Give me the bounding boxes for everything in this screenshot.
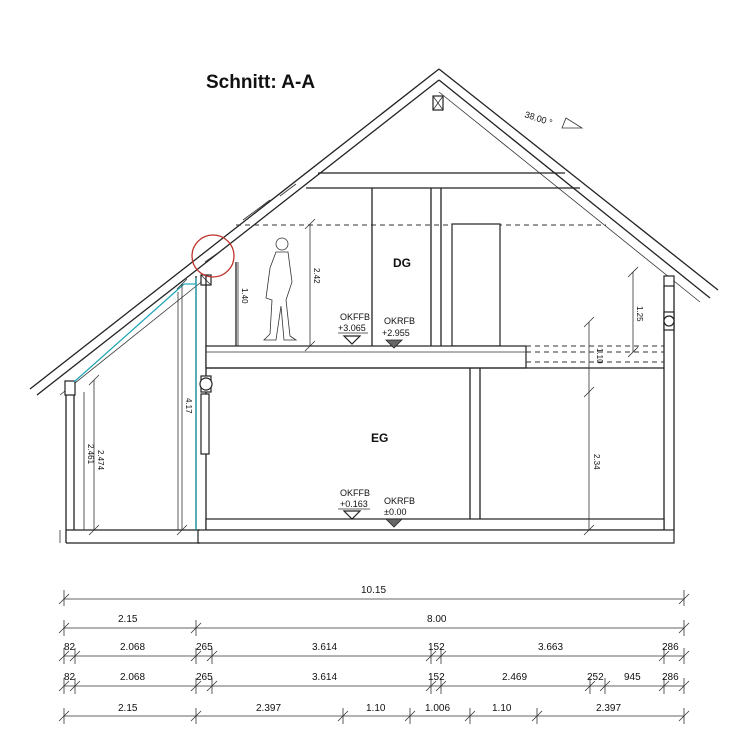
dim-r3-5: 152 xyxy=(428,642,445,653)
dim-r2-2: 8.00 xyxy=(427,614,447,625)
vdim-annex-b: 2.474 xyxy=(96,450,105,471)
roof-angle-annotation xyxy=(523,109,582,128)
dg-okrfb-value: +2.955 xyxy=(382,328,410,338)
vdim-wall: 4.17 xyxy=(184,398,193,414)
foundation xyxy=(198,530,674,543)
person-figure xyxy=(264,238,296,340)
vdim-annex-a: 2.461 xyxy=(86,444,95,465)
eg-okrfb-value: ±0.00 xyxy=(384,507,407,517)
dim-r3-3: 265 xyxy=(196,642,213,653)
dim-r4-7: 252 xyxy=(587,672,604,683)
dim-r4-9: 286 xyxy=(662,672,679,683)
dg-okffb-value: +3.065 xyxy=(338,323,366,333)
dg-level-markers xyxy=(338,312,415,348)
cabinet xyxy=(452,224,500,346)
dg-okffb-label: OKFFB xyxy=(340,312,371,322)
vdim-right-top: 1.25 xyxy=(635,306,644,322)
roof-angle-text: 38.00 ° xyxy=(523,109,554,128)
vdim-knee: 1.40 xyxy=(240,288,249,304)
dim-r5-2: 2.397 xyxy=(256,703,282,714)
dimension-chains xyxy=(59,585,689,724)
floor-slab xyxy=(206,346,526,368)
eg-okffb-value: +0.163 xyxy=(340,499,368,509)
dim-r4-4: 3.614 xyxy=(312,672,338,683)
dim-r3-1: 82 xyxy=(64,642,76,653)
dim-r4-8: 945 xyxy=(624,672,641,683)
annex xyxy=(60,278,200,543)
dim-r3-4: 3.614 xyxy=(312,642,338,653)
eg-okffb-label: OKFFB xyxy=(340,488,371,498)
dim-r4-6: 2.469 xyxy=(502,672,528,683)
dim-r4-5: 152 xyxy=(428,672,445,683)
dim-r2-1: 2.15 xyxy=(118,614,138,625)
dim-r5-3: 1.10 xyxy=(366,703,386,714)
ground-floor xyxy=(198,368,674,543)
dim-r5-5: 1.10 xyxy=(492,703,512,714)
dim-r5-1: 2.15 xyxy=(118,703,138,714)
dg-okrfb-label: OKRFB xyxy=(384,316,416,326)
dim-r4-2: 2.068 xyxy=(120,672,146,683)
ground-slab xyxy=(206,519,664,530)
dim-r3-7: 286 xyxy=(662,642,679,653)
room-label-dg: DG xyxy=(393,256,411,270)
eave-purlin-left xyxy=(65,381,75,395)
dim-r4-1: 82 xyxy=(64,672,76,683)
dim-r3-2: 2.068 xyxy=(120,642,146,653)
vdim-eg-height: 2.34 xyxy=(592,454,601,470)
vdim-dg-height: 2.42 xyxy=(312,268,321,284)
room-label-eg: EG xyxy=(371,431,389,445)
dim-r3-6: 3.663 xyxy=(538,642,564,653)
dim-r4-3: 265 xyxy=(196,672,213,683)
dim-r5-4: 1.006 xyxy=(425,703,451,714)
eg-okrfb-label: OKRFB xyxy=(384,496,416,506)
dim-r5-6: 2.397 xyxy=(596,703,622,714)
vdim-slab: 1.10 xyxy=(595,348,604,364)
dim-total: 10.15 xyxy=(361,585,387,596)
eave-purlin-right xyxy=(664,276,674,286)
angle-symbol xyxy=(562,118,582,128)
drawing-title: Schnitt: A-A xyxy=(206,72,316,93)
